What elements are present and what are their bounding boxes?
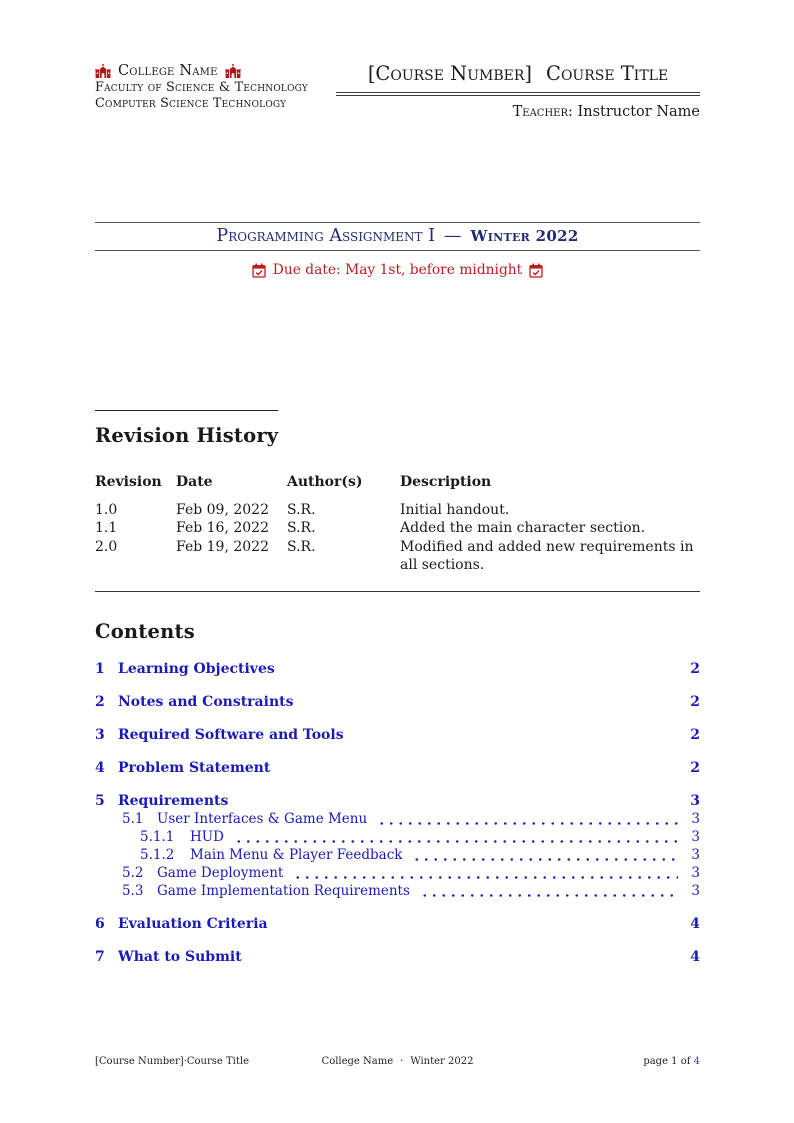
department-name: Computer Science Technology: [95, 95, 287, 111]
dot-leader: [420, 893, 678, 897]
college-name-line: [95, 62, 327, 80]
toc-entry-user-interfaces[interactable]: [95, 810, 700, 828]
course-title-line: [336, 62, 700, 85]
toc-title: Game Implementation Requirements: [157, 883, 410, 899]
footer-page-label: page 1 of: [643, 1056, 691, 1067]
toc-entry-main-menu-feedback[interactable]: [95, 846, 700, 864]
toc-entry-problem-statement[interactable]: [95, 759, 700, 777]
teacher-name: Instructor Name: [577, 104, 700, 120]
faculty-name: Faculty of Science & Technology: [95, 80, 309, 95]
footer-term: Winter 2022: [410, 1056, 474, 1067]
revision-history-section: [95, 410, 700, 592]
revision-cell: 1.0: [95, 501, 118, 518]
toc-number: 2: [95, 694, 105, 710]
toc-entry-requirements[interactable]: [95, 792, 700, 810]
toc-page: 2: [690, 760, 700, 776]
dot-leader: [412, 857, 678, 861]
page-header: [95, 62, 700, 120]
footer-course: [Course Number]·Course Title: [95, 1056, 249, 1067]
toc-entry-what-to-submit[interactable]: [95, 948, 700, 966]
revision-cell: Feb 19, 2022: [176, 538, 269, 555]
revision-cell: S.R.: [287, 520, 316, 536]
toc-title: Learning Objectives: [118, 661, 275, 677]
table-bottom-rule: [95, 591, 700, 592]
revision-cell: Feb 16, 2022: [176, 520, 269, 536]
toc-entry-hud[interactable]: [95, 828, 700, 846]
toc-page: 4: [690, 916, 700, 932]
header-double-rule: [336, 92, 700, 96]
toc-entry-implementation-requirements[interactable]: [95, 882, 700, 900]
toc-number: 5.1.2: [140, 847, 175, 863]
toc-number: 5: [95, 793, 105, 809]
toc-number: 5.3: [122, 883, 144, 899]
toc-title: Notes and Constraints: [118, 694, 294, 710]
toc-page: 4: [690, 949, 700, 965]
college-name: College Name: [118, 63, 218, 79]
assignment-term: Winter 2022: [470, 227, 579, 245]
dot-leader: [293, 875, 678, 879]
toc-page: 3: [691, 883, 700, 899]
footer-page-total-link[interactable]: 4: [693, 1056, 700, 1067]
toc-number: 6: [95, 916, 105, 932]
revision-cell: Added the main character section.: [400, 520, 646, 536]
toc-number: 4: [95, 760, 105, 776]
calendar-check-icon: [252, 263, 266, 278]
toc-title: Requirements: [118, 793, 229, 809]
institution-icon: [95, 64, 111, 78]
toc-number: 5.1: [122, 811, 144, 827]
teacher-label: Teacher:: [512, 104, 573, 120]
page-footer: [95, 1056, 700, 1067]
institution-icon: [225, 64, 241, 78]
revision-rule: [95, 410, 278, 411]
toc-number: 1: [95, 661, 105, 677]
contents-heading: Contents: [95, 620, 195, 643]
assignment-title: [95, 223, 700, 250]
course-title: Course Title: [546, 62, 669, 85]
toc-list: [95, 660, 700, 966]
toc-entry-evaluation-criteria[interactable]: [95, 915, 700, 933]
title-separator: —: [444, 226, 462, 246]
teacher-line: [336, 104, 700, 120]
banner-rule-bottom: [95, 250, 700, 251]
toc-number: 5.2: [122, 865, 144, 881]
dot-leader: [234, 839, 678, 843]
revision-cell: 2.0: [95, 538, 118, 555]
toc-page: 3: [691, 811, 700, 827]
calendar-check-icon: [529, 263, 543, 278]
toc-title: HUD: [190, 829, 224, 845]
revision-cell: Feb 09, 2022: [176, 501, 269, 518]
course-number: [Course Number]: [367, 62, 533, 85]
revision-cell: Modified and added new requirements in all sections.: [400, 538, 694, 573]
toc-page: 2: [690, 727, 700, 743]
toc-page: 3: [691, 865, 700, 881]
toc-page: 2: [690, 661, 700, 677]
college-block: [95, 62, 327, 120]
toc-title: Evaluation Criteria: [118, 916, 268, 932]
toc-entry-required-software[interactable]: [95, 726, 700, 744]
toc-number: 5.1.1: [140, 829, 175, 845]
assignment-banner: [95, 222, 700, 278]
due-date-line: [95, 262, 700, 278]
footer-center: [95, 1056, 700, 1067]
toc-page: 3: [690, 793, 700, 809]
revision-table: [95, 473, 700, 575]
due-date-text: Due date: May 1st, before midnight: [272, 262, 523, 278]
dot-leader: [377, 821, 678, 825]
revision-cell: S.R.: [287, 501, 316, 518]
toc-entry-game-deployment[interactable]: [95, 864, 700, 882]
toc-page: 3: [691, 847, 700, 863]
toc-entry-learning-objectives[interactable]: [95, 660, 700, 678]
toc-number: 7: [95, 949, 105, 965]
course-block: [336, 62, 700, 120]
toc-title: Problem Statement: [118, 760, 271, 776]
footer-separator: ·: [400, 1056, 404, 1067]
revision-col-header: Author(s): [287, 474, 363, 490]
table-of-contents: [95, 620, 700, 966]
assignment-title-text: Programming Assignment I: [216, 226, 436, 246]
toc-title: What to Submit: [118, 949, 242, 965]
revision-col-header: Revision: [95, 474, 162, 490]
toc-number: 3: [95, 727, 105, 743]
toc-page: 3: [691, 829, 700, 845]
toc-page: 2: [690, 694, 700, 710]
revision-cell: 1.1: [95, 520, 118, 536]
toc-title: Game Deployment: [157, 865, 284, 881]
toc-title: Required Software and Tools: [118, 727, 344, 743]
revision-cell: Initial handout.: [400, 501, 510, 518]
footer-college: College Name: [321, 1056, 394, 1067]
revision-col-header: Date: [176, 474, 213, 490]
revision-col-header: Description: [400, 474, 492, 490]
toc-entry-notes-and-constraints[interactable]: [95, 693, 700, 711]
revision-cell: S.R.: [287, 538, 316, 555]
revision-history-heading: Revision History: [95, 424, 279, 447]
toc-title: Main Menu & Player Feedback: [190, 847, 403, 863]
toc-title: User Interfaces & Game Menu: [157, 811, 368, 827]
